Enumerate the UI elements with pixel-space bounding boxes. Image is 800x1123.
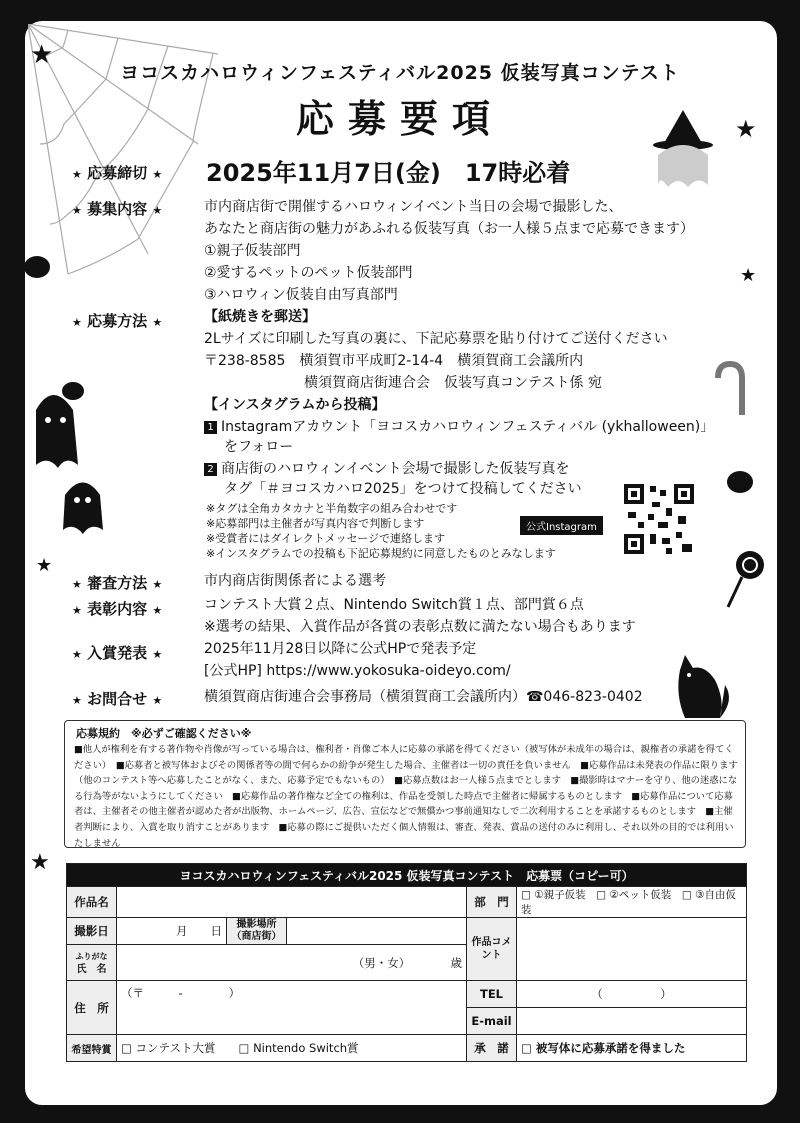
dept-label: 部 門 bbox=[467, 887, 517, 918]
mail-heading: 【紙焼きを郵送】 bbox=[204, 309, 316, 325]
contact-label: ★ お問合せ ★ bbox=[72, 690, 163, 708]
recruit-line: 市内商店街で開催するハロウィンイベント当日の会場で撮影した、 bbox=[204, 199, 623, 215]
form-heading: ヨコスカハロウィンフェスティバル2025 仮装写真コンテスト 応募票（コピー可） bbox=[67, 864, 747, 887]
ig-note: ※タグは全角カタカナと半角数字の組み合わせです bbox=[206, 502, 458, 515]
announce-line: 2025年11月28日以降に公式HPで発表予定 bbox=[204, 641, 477, 657]
recruit-line: ①親子仮装部門 bbox=[204, 243, 301, 259]
star-icon: ★ bbox=[30, 850, 50, 875]
lollipop-icon bbox=[720, 545, 770, 619]
deadline-label: ★ 応募締切 ★ bbox=[72, 164, 163, 182]
wish-label: 希望特賞 bbox=[67, 1035, 117, 1062]
recruit-label: ★ 募集内容 ★ bbox=[72, 200, 163, 218]
pumpkin-icon bbox=[60, 376, 86, 406]
ghost-icon-small bbox=[55, 470, 115, 544]
mail-line: 横須賀商店街連合会 仮装写真コンテスト係 宛 bbox=[304, 375, 602, 391]
judge-value: 市内商店街関係者による選考 bbox=[204, 573, 386, 589]
contact-value: 横須賀商店街連合会事務局（横須賀商工会議所内）☎046-823-0402 bbox=[204, 689, 643, 705]
pumpkin-icon bbox=[725, 465, 755, 499]
email-label: E-mail bbox=[467, 1008, 517, 1035]
dept-options[interactable]: □ ①親子仮装 □ ②ペット仮装 □ ③自由仮装 bbox=[517, 887, 747, 918]
shoot-date-field[interactable]: 月 日 bbox=[117, 918, 227, 945]
recruit-line: ③ハロウィン仮装自由写真部門 bbox=[204, 287, 398, 303]
star-icon: ★ bbox=[740, 265, 757, 286]
award-line: ※選考の結果、入賞作品が各賞の表彰点数に満たない場合もあります bbox=[204, 619, 636, 635]
rules-heading: 応募規約 ※必ずご確認ください※ bbox=[76, 727, 252, 740]
black-cat-icon bbox=[665, 640, 735, 724]
work-title-field[interactable] bbox=[117, 887, 467, 918]
mail-line: 〒238-8585 横須賀市平成町2-14-4 横須賀商工会議所内 bbox=[204, 353, 584, 369]
wish-options[interactable]: □ コンテスト大賞 □ Nintendo Switch賞 bbox=[117, 1035, 467, 1062]
method-label: ★ 応募方法 ★ bbox=[72, 312, 163, 330]
consent-option[interactable]: □ 被写体に応募承諾を得ました bbox=[517, 1035, 747, 1062]
star-icon: ★ bbox=[36, 555, 53, 576]
star-icon: ★ bbox=[30, 40, 54, 70]
award-label: ★ 表彰内容 ★ bbox=[72, 600, 163, 618]
page-title: 応募要項 bbox=[295, 97, 504, 141]
instagram-badge: 公式Instagram bbox=[520, 516, 603, 535]
ig-heading: 【インスタグラムから投稿】 bbox=[204, 397, 386, 413]
tel-field[interactable]: （ ） bbox=[517, 981, 747, 1008]
comment-label: 作品コメント bbox=[467, 918, 517, 981]
ig-note: ※受賞者にはダイレクトメッセージで連絡します bbox=[206, 532, 446, 545]
shoot-place-field[interactable] bbox=[287, 918, 467, 945]
event-title: ヨコスカハロウィンフェスティバル2025 仮装写真コンテスト bbox=[120, 62, 680, 84]
ig-step-2: 2 商店街のハロウィンイベント会場で撮影した仮装写真を bbox=[204, 458, 569, 478]
consent-label: 承 諾 bbox=[467, 1035, 517, 1062]
shoot-date-label: 撮影日 bbox=[67, 918, 117, 945]
judge-label: ★ 審査方法 ★ bbox=[72, 574, 163, 592]
ig-note: ※応募部門は主催者が写真内容で判断します bbox=[206, 517, 425, 530]
ig-note: ※インスタグラムでの投稿も下記応募規約に同意したものとみなします bbox=[206, 547, 556, 560]
email-field[interactable] bbox=[517, 1008, 747, 1035]
ig-step-1: 1 Instagramアカウント「ヨコスカハロウィンフェスティバル (ykhalloween)」 bbox=[204, 416, 714, 436]
name-label: ふりがな 氏 名 bbox=[67, 945, 117, 981]
shoot-place-label: 撮影場所（商店街） bbox=[227, 918, 287, 945]
ig-step-2-cont: タグ「＃ヨコスカハロ2025」をつけて投稿してください bbox=[224, 481, 582, 497]
announce-label: ★ 入賞発表 ★ bbox=[72, 644, 163, 662]
mail-line: 2Lサイズに印刷した写真の裏に、下記応募票を貼り付けてご送付ください bbox=[204, 331, 668, 347]
qr-code-icon[interactable] bbox=[622, 482, 696, 556]
candy-cane-icon bbox=[708, 360, 748, 424]
pumpkin-icon bbox=[22, 250, 52, 284]
ig-step-1-cont: をフォロー bbox=[224, 439, 294, 455]
award-line: コンテスト大賞２点、Nintendo Switch賞１点、部門賞６点 bbox=[204, 597, 584, 613]
recruit-line: あなたと商店街の魅力があふれる仮装写真（お一人様５点まで応募できます） bbox=[204, 221, 694, 237]
deadline-value: 2025年11月7日(金) 17時必着 bbox=[206, 159, 571, 187]
name-field[interactable]: （男・女） 歳 bbox=[117, 945, 467, 981]
entry-form bbox=[66, 863, 746, 1069]
tel-label: TEL bbox=[467, 981, 517, 1008]
star-icon: ★ bbox=[735, 115, 757, 143]
rules-text: ■他人が権利を有する著作物や肖像が写っている場合は、権利者・肖像ご本人に応募の承諾を得てください（被写体が未成年の場合は、親権者の承諾を得てください） ■応募者と被写体およびその関係者等の間で何らかの紛争が発生した場合、主催者は一切の責任を負いません ■応募作品は未発表の作品に限ります（他のコンテスト等へ応募したことがなく、また、応募予定でもないもの） ■応募点数はお一人様５点までとします ■撮影時はマナーを守り、他の迷惑になる行為等がないようにしてください ■応募作品の著作権など全ての権利は、作品を受領した時点で主催者に帰属するものとします ■応募作品について応募者は、主催者その他主催者が認めた者が出版物、ホームページ、広告、宣伝などで無償かつ事前通知なしで二次利用することを承諾するものとします ■主催者判断により、入賞を取り消すことがあります ■応募の際にご提供いただく個人情報は、審査、発表、賞品の送付のみに利用し、それ以外の目的では利用いたしません bbox=[74, 744, 738, 849]
address-label: 住 所 bbox=[67, 981, 117, 1035]
work-title-label: 作品名 bbox=[67, 887, 117, 918]
official-site-link[interactable]: [公式HP] https://www.yokosuka-oideyo.com/ bbox=[204, 663, 511, 679]
comment-field[interactable] bbox=[517, 918, 747, 981]
recruit-line: ②愛するペットのペット仮装部門 bbox=[204, 265, 413, 281]
address-field[interactable]: （〒 - ） bbox=[117, 981, 467, 1035]
